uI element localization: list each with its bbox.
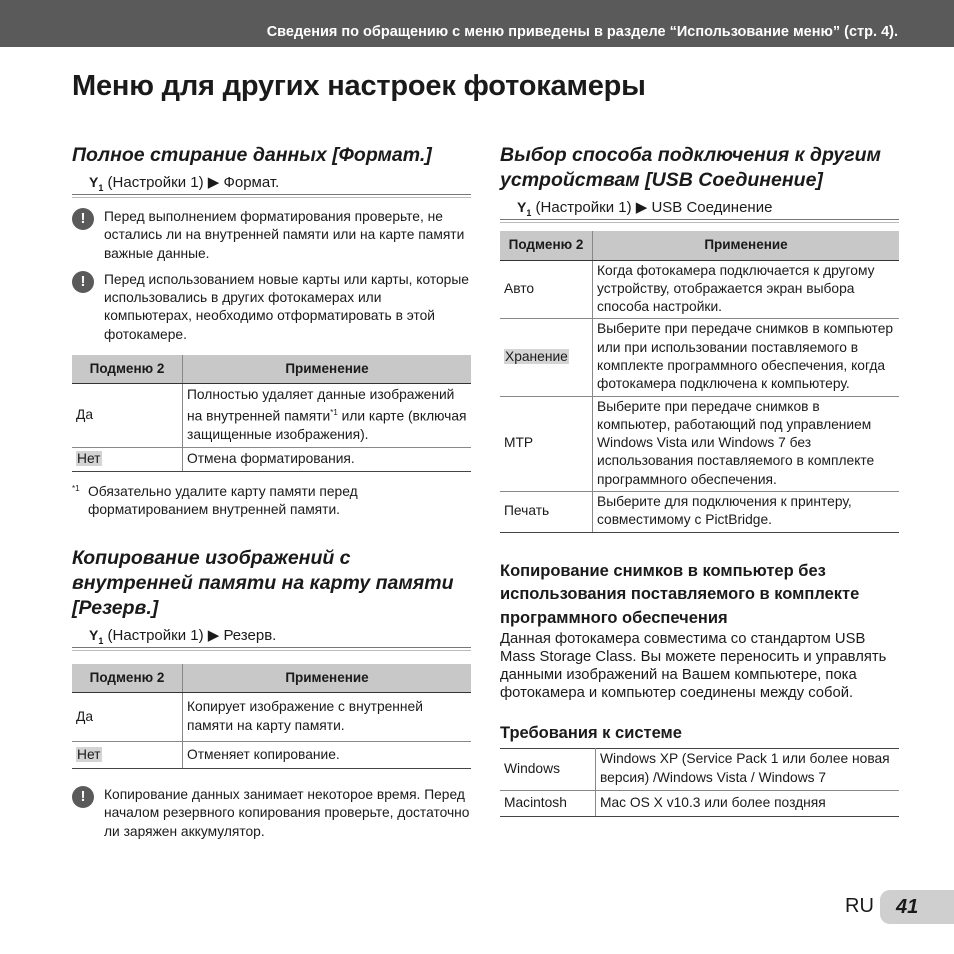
- usb-path-text: (Настройки 1) ▶ USB Соединение: [535, 199, 773, 216]
- wrench-icon: $Y_1$: [89, 626, 104, 646]
- table-row: Печать Выберите для подключения к принтеру, совместимому с PictBridge.: [500, 492, 899, 533]
- requirements-heading: Требования к системе: [500, 724, 682, 743]
- table-row: Хранение Выберите при передаче снимков в компьютер или при использовании поставляемого в комплекте программного обеспечения, когда фотокамера подключена к компьютеру.: [500, 319, 899, 396]
- format-note-2: ! Перед использованием новые карты или карты, которые использовались в других фотокамерах или компьютерах, необходимо отформатировать в этой фотокамере.: [72, 271, 471, 344]
- backup-table: [72, 664, 471, 770]
- usb-menu-path: [500, 197, 899, 220]
- copy-body: Данная фотокамера совместима со стандартом USB Mass Storage Class. Вы можете переносить и управлять данными изображений на Вашем компьютере, пока фотокамера и компьютер соединены между собой.: [500, 631, 887, 702]
- format-menu-path: [72, 172, 471, 195]
- table-row: Да Копирует изображение с внутренней памяти на карту памяти.: [72, 693, 471, 742]
- backup-menu-path: [72, 625, 471, 648]
- backup-note: ! Копирование данных занимает некоторое время. Перед началом резервного копирования проверьте, достаточно ли заряжен аккумулятор.: [72, 786, 471, 841]
- table-row: Да Полностью удаляет данные изображений на внутренней памяти$^{*1}$ или карте (включая защищенные изображения).: [72, 383, 471, 447]
- table-header: Применение: [593, 231, 900, 260]
- table-row: Авто Когда фотокамера подключается к другому устройству, отображается экран выбора способа настройки.: [500, 260, 899, 319]
- language-label: RU: [845, 895, 874, 917]
- header-bar: [0, 0, 954, 47]
- right-column: [500, 143, 899, 817]
- left-column: [72, 143, 471, 841]
- table-header: Подменю 2: [72, 355, 183, 383]
- copy-heading: Копирование снимков в компьютер без использования поставляемого в комплекте программного обеспечения: [500, 561, 860, 627]
- wrench-icon: $Y_1$: [89, 174, 104, 193]
- table-row: MTP Выберите при передаче снимков в компьютер, работающий под управлением Windows Vista или Windows 7 без использования поставляемого в комплекте программного обеспечения.: [500, 396, 899, 491]
- table-row: Macintosh Mac OS X v10.3 или более поздняя: [500, 790, 899, 816]
- wrench-icon: $Y_1$: [517, 199, 532, 218]
- page-title: Меню для других настроек фотокамеры: [72, 70, 646, 102]
- caution-icon: !: [72, 786, 94, 808]
- page-number: 41: [880, 890, 954, 924]
- requirements-table: [500, 748, 899, 817]
- table-row: Нет Отмена форматирования.: [72, 448, 471, 472]
- format-heading: Полное стирание данных [Формат.]: [72, 144, 432, 166]
- header-text: Сведения по обращению с меню приведены в разделе “Использование меню” (стр. 4).: [266, 24, 898, 40]
- format-table: [72, 355, 471, 472]
- table-header: Применение: [183, 355, 472, 383]
- caution-icon: !: [72, 208, 94, 230]
- usb-heading: Выбор способа подключения к другим устройствам [USB Соединение]: [500, 144, 881, 191]
- backup-heading: Копирование изображений с внутренней памяти на карту памяти [Резерв.]: [72, 546, 454, 619]
- table-header: Подменю 2: [500, 231, 593, 260]
- caution-icon: !: [72, 271, 94, 293]
- format-note-1: ! Перед выполнением форматирования проверьте, не остались ли на внутренней памяти или на карте памяти важные данные.: [72, 208, 471, 263]
- table-header: Подменю 2: [72, 664, 183, 693]
- table-row: Нет Отменяет копирование.: [72, 742, 471, 769]
- footnote: *1 Обязательно удалите карту памяти перед форматированием внутренней памяти.: [72, 484, 358, 518]
- table-row: Windows Windows XP (Service Pack 1 или более новая версия) /Windows Vista / Windows 7: [500, 748, 899, 790]
- format-path-text: (Настройки 1) ▶ Формат.: [107, 174, 280, 191]
- backup-path-text: (Настройки 1) ▶ Резерв.: [107, 626, 277, 644]
- usb-table: [500, 231, 899, 533]
- table-header: Применение: [183, 664, 472, 693]
